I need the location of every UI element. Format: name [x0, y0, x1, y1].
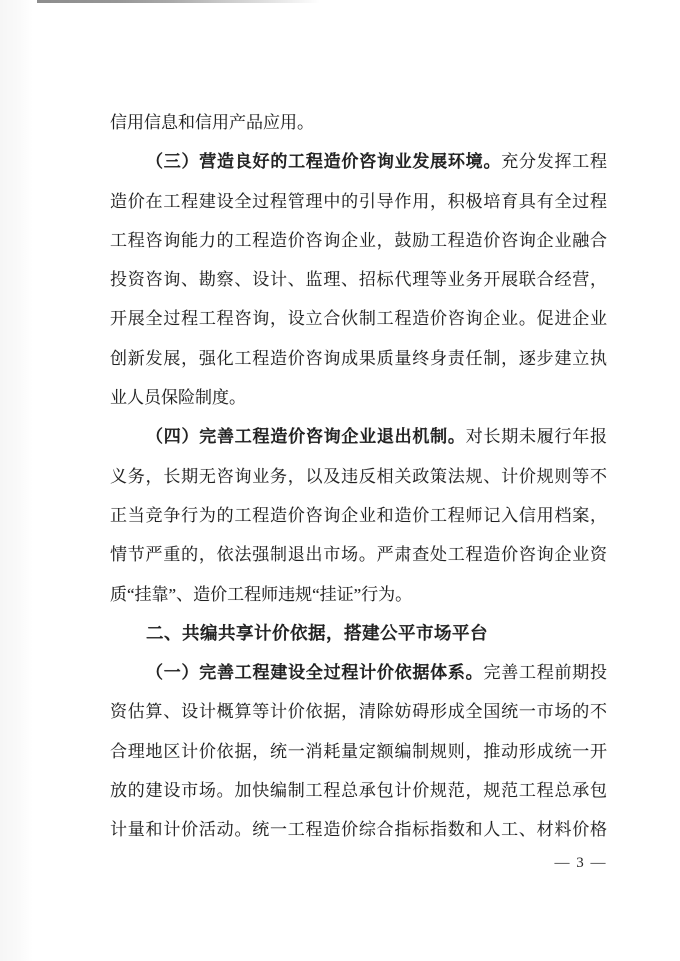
text-line: [110, 221, 607, 260]
section-heading-line: [110, 614, 607, 653]
text-segment: 情节严重的，依法强制退出市场。严肃查处工程造价咨询企业资: [110, 545, 607, 565]
scan-edge-strip: [0, 0, 33, 961]
bold-text-segment: 二、共编共享计价依据，搭建公平市场平台: [146, 622, 488, 643]
text-segment: 资估算、设计概算等计价依据，清除妨碍形成全国统一市场的不: [110, 702, 607, 722]
text-segment: 造价在工程建设全过程管理中的引导作用，积极培育具有全过程: [110, 191, 607, 211]
text-segment: 义务，长期无咨询业务，以及违反相关政策法规、计价规则等不: [110, 466, 607, 486]
text-line: [110, 378, 607, 417]
bold-text-segment: （三）营造良好的工程造价咨询业发展环境。: [146, 152, 502, 172]
page-number: — 3 —: [554, 855, 607, 871]
text-segment: 完善工程前期投: [483, 663, 608, 683]
text-line: [110, 810, 607, 849]
text-line: [110, 496, 607, 535]
text-segment: 对长期未履行年报: [465, 427, 608, 447]
text-line: [110, 299, 607, 338]
text-segment: 工程咨询能力的工程造价咨询企业，鼓励工程造价咨询企业融合: [110, 230, 607, 250]
text-segment: 质“挂靠”、造价工程师违规“挂证”行为。: [110, 584, 413, 604]
text-line: [110, 575, 607, 614]
text-segment: 放的建设市场。加快编制工程总承包计价规范，规范工程总承包: [110, 781, 607, 801]
bold-text-segment: （一）完善工程建设全过程计价依据体系。: [146, 663, 484, 683]
text-line: [110, 732, 607, 771]
text-segment: 信用信息和信用产品应用。: [110, 113, 314, 132]
text-segment: 充分发挥工程: [501, 152, 608, 172]
text-line: [110, 771, 607, 810]
text-line: [110, 692, 607, 731]
text-line: [110, 103, 607, 142]
text-segment: 创新发展，强化工程造价咨询成果质量终身责任制，逐步建立执: [110, 348, 607, 368]
text-segment: 业人员保险制度。: [110, 388, 246, 408]
text-line: [110, 260, 607, 299]
text-line: [110, 535, 607, 574]
text-line: [110, 142, 607, 181]
text-line: [110, 182, 607, 221]
scan-artifact-line: [37, 0, 320, 3]
text-line: [110, 653, 607, 692]
bold-text-segment: （四）完善工程造价咨询企业退出机制。: [146, 427, 466, 447]
text-segment: 正当竞争行为的工程造价咨询企业和造价工程师记入信用档案，: [110, 505, 607, 525]
text-line: [110, 339, 607, 378]
text-line: [110, 417, 607, 456]
text-block: [110, 103, 607, 850]
text-segment: 开展全过程工程咨询，设立合伙制工程造价咨询企业。促进企业: [110, 309, 607, 329]
text-segment: 投资咨询、勘察、设计、监理、招标代理等业务开展联合经营，: [110, 270, 607, 290]
text-line: [110, 457, 607, 496]
text-segment: 计量和计价活动。统一工程造价综合指标指数和人工、材料价格: [110, 820, 607, 840]
text-segment: 合理地区计价依据，统一消耗量定额编制规则，推动形成统一开: [110, 741, 607, 761]
